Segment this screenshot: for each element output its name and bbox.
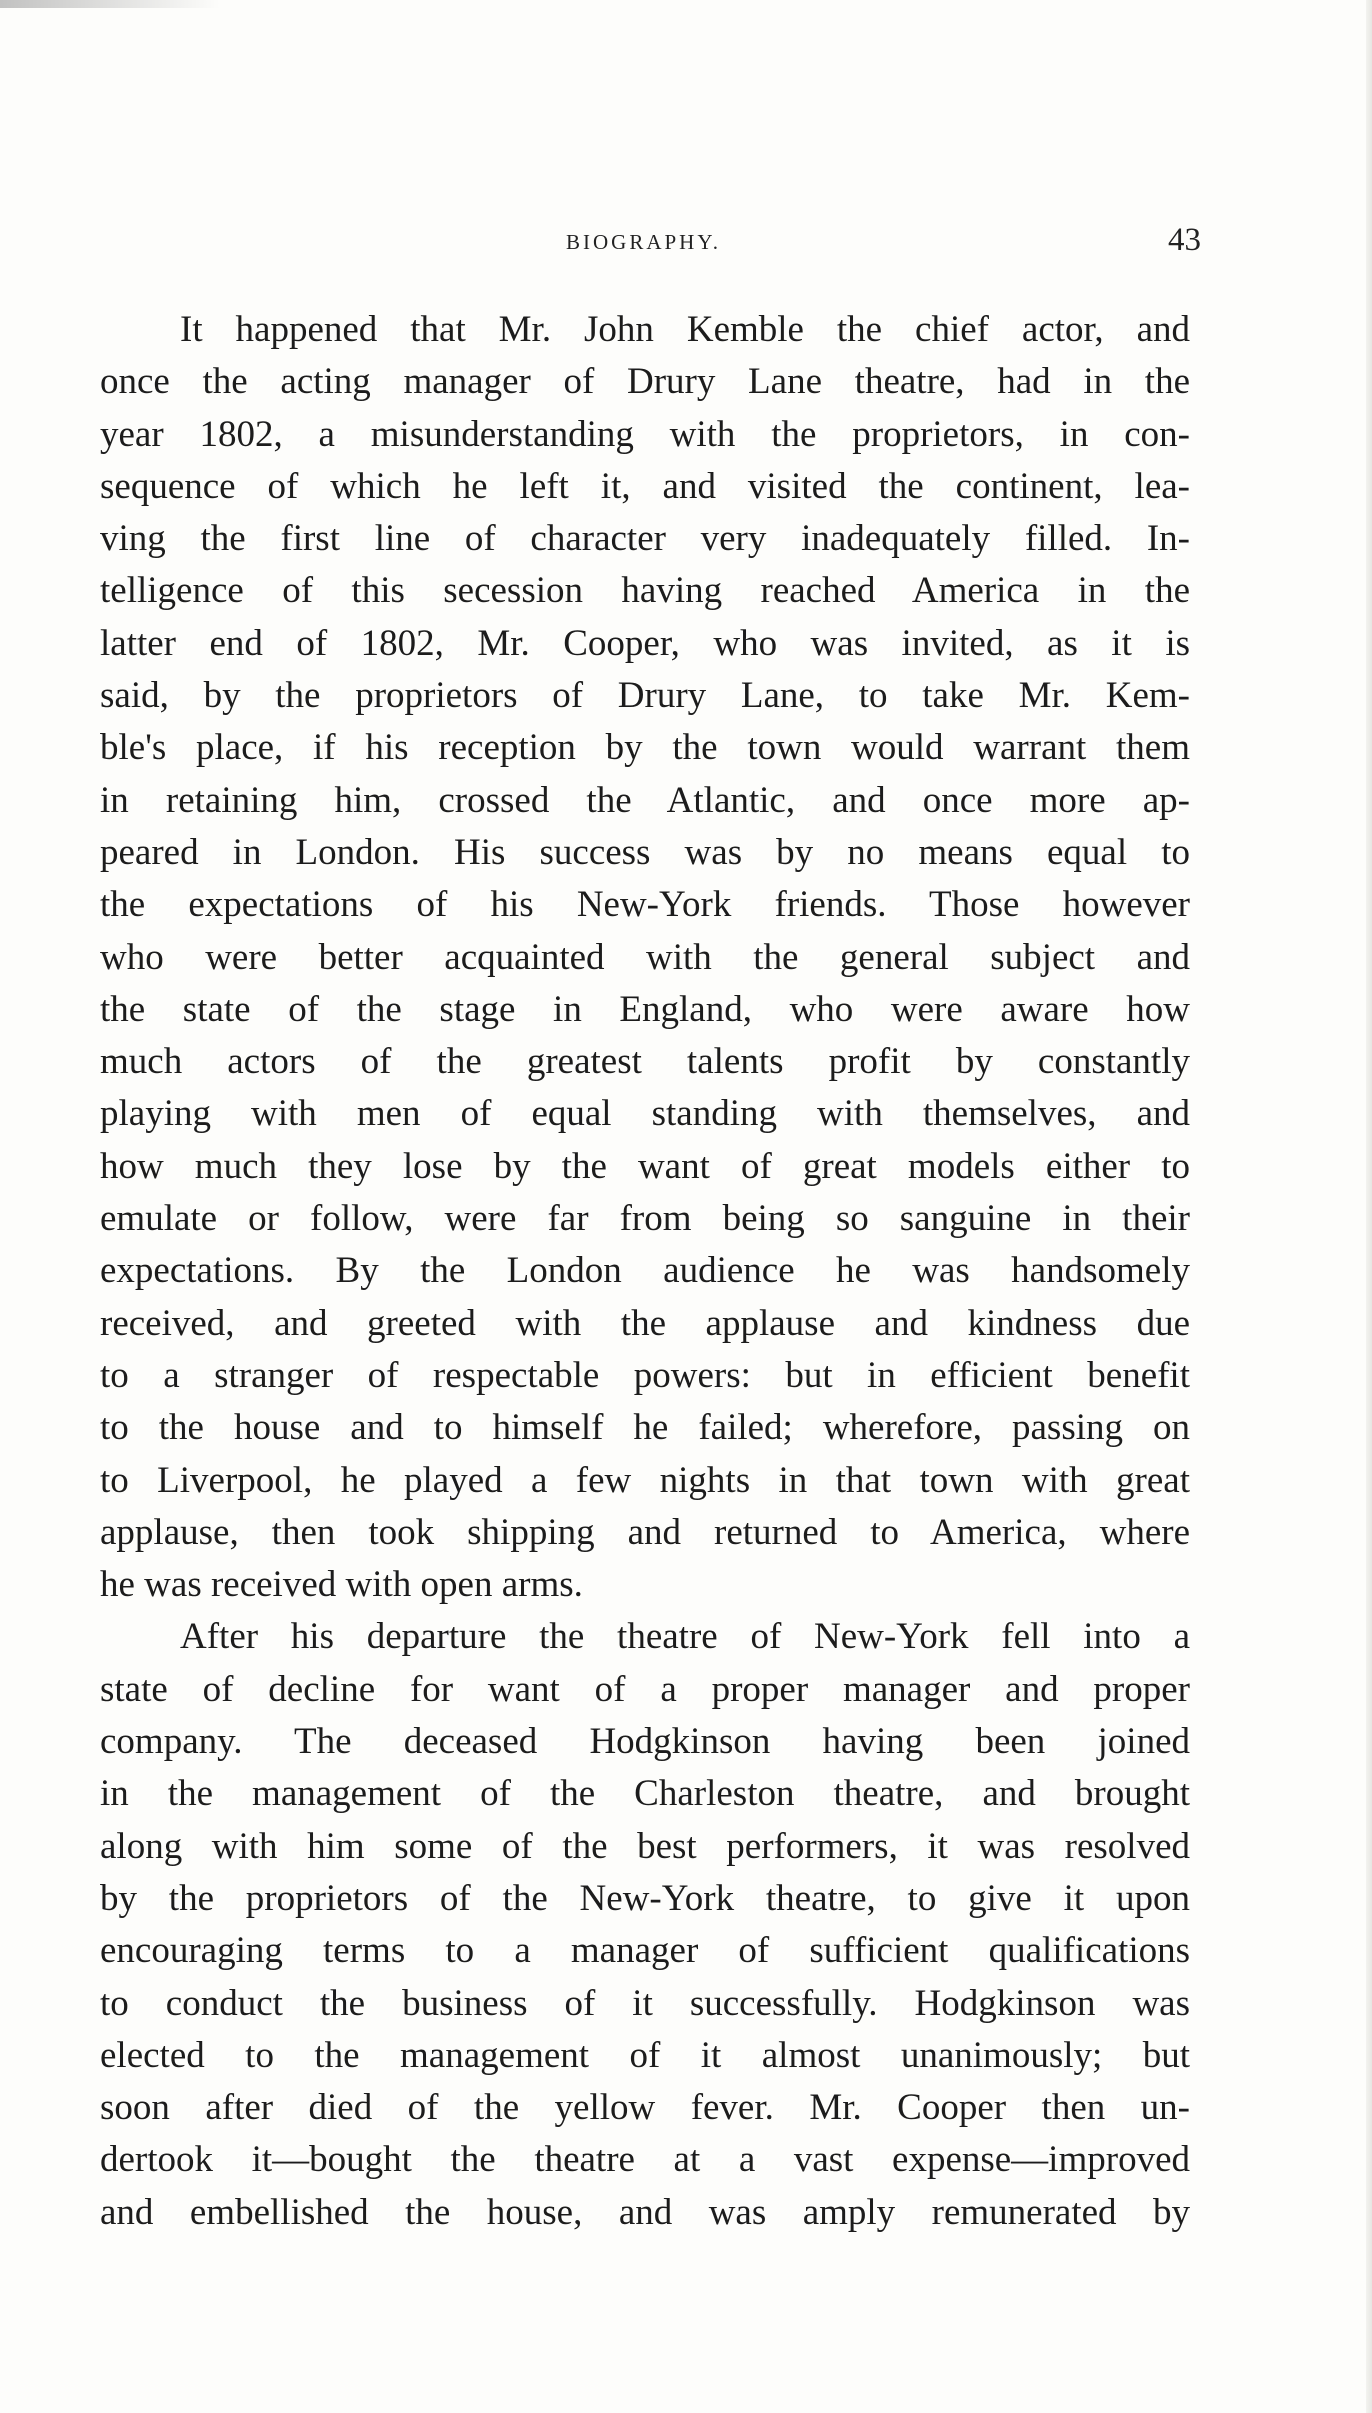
text-line: ble's place, if his reception by the town would warrant them <box>100 727 1190 769</box>
text-line: expectations. By the London audience he was handsomely <box>100 1250 1190 1292</box>
text-line: It happened that Mr. John Kemble the chief actor, and <box>180 309 1190 350</box>
text-line: ving the first line of character very inadequately filled. In- <box>100 518 1190 560</box>
text-line: the state of the stage in England, who were aware how <box>100 988 1190 1030</box>
page-edge <box>1366 0 1372 2413</box>
text-line: by the proprietors of the New-York theatre, to give it upon <box>100 1877 1190 1919</box>
text-line: emulate or follow, were far from being so sanguine in their <box>100 1198 1190 1240</box>
text-line: to the house and to himself he failed; wherefore, passing on <box>100 1407 1190 1449</box>
text-line: company. The deceased Hodgkinson having been joined <box>100 1721 1190 1763</box>
paragraph <box>100 304 1190 1611</box>
text-line: to conduct the business of it successfully. Hodgkinson was <box>100 1982 1190 2024</box>
running-head <box>0 222 1372 262</box>
text-line: along with him some of the best performers, it was resolved <box>100 1825 1190 1867</box>
text-line: latter end of 1802, Mr. Cooper, who was invited, as it is <box>100 622 1190 664</box>
paragraph <box>100 1611 1190 2239</box>
text-line: in retaining him, crossed the Atlantic, and once more ap- <box>100 779 1190 821</box>
body-text <box>100 304 1190 2239</box>
text-line: the expectations of his New-York friends. Those however <box>100 884 1190 926</box>
text-line: said, by the proprietors of Drury Lane, to take Mr. Kem- <box>100 675 1190 717</box>
text-line: received, and greeted with the applause and kindness due <box>100 1302 1190 1344</box>
scan-artifact <box>0 0 220 8</box>
running-title: BIOGRAPHY. <box>566 230 722 254</box>
text-line: to a stranger of respectable powers: but in efficient benefit <box>100 1354 1190 1396</box>
text-line: in the management of the Charleston theatre, and brought <box>100 1773 1190 1815</box>
text-line: encouraging terms to a manager of sufficient qualifications <box>100 1930 1190 1972</box>
text-line: After his departure the theatre of New-York fell into a <box>180 1616 1190 1658</box>
text-line: state of decline for want of a proper manager and proper <box>100 1668 1190 1710</box>
text-line: he was received with open arms. <box>100 1564 583 1606</box>
text-line: who were better acquainted with the general subject and <box>100 936 1190 978</box>
text-line: once the acting manager of Drury Lane theatre, had in the <box>100 361 1190 403</box>
text-line: soon after died of the yellow fever. Mr. Cooper then un- <box>100 2087 1190 2129</box>
text-line: to Liverpool, he played a few nights in that town with great <box>100 1459 1190 1501</box>
text-line: playing with men of equal standing with themselves, and <box>100 1093 1190 1135</box>
text-line: telligence of this secession having reached America in the <box>100 570 1190 612</box>
page-number: 43 <box>1168 222 1201 258</box>
text-line: and embellished the house, and was amply remunerated by <box>100 2191 1190 2233</box>
text-line: peared in London. His success was by no means equal to <box>100 831 1190 873</box>
text-line: sequence of which he left it, and visited the continent, lea- <box>100 465 1190 507</box>
text-line: dertook it—bought the theatre at a vast expense—improved <box>100 2139 1190 2181</box>
text-line: applause, then took shipping and returned to America, where <box>100 1511 1190 1553</box>
text-line: elected to the management of it almost unanimously; but <box>100 2034 1190 2076</box>
text-line: much actors of the greatest talents profit by constantly <box>100 1041 1190 1083</box>
text-line: year 1802, a misunderstanding with the proprietors, in con- <box>100 413 1190 455</box>
text-line: how much they lose by the want of great models either to <box>100 1145 1190 1187</box>
